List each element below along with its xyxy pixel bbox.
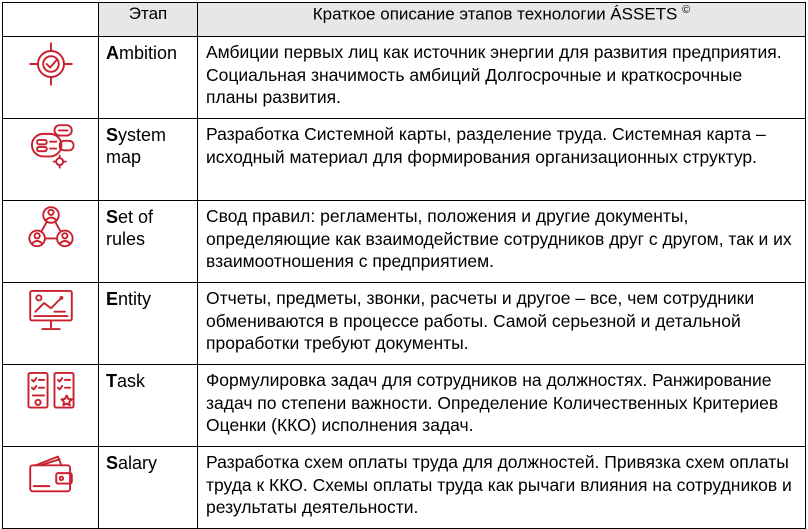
stage-cell	[99, 283, 198, 365]
table-row	[3, 37, 806, 119]
stage-name: ystem map	[106, 125, 167, 167]
table-row	[3, 447, 806, 529]
stage-initial: S	[106, 453, 119, 473]
stage-cell	[99, 119, 198, 201]
stage-cell	[99, 201, 198, 283]
target-check-icon	[25, 77, 77, 94]
icon-cell	[3, 447, 99, 529]
table-row	[3, 119, 806, 201]
speech-bubbles-gear-icon	[25, 159, 77, 176]
stage-name: alary	[118, 453, 158, 473]
stage-cell	[99, 447, 198, 529]
icon-cell	[3, 283, 99, 365]
icon-cell	[3, 37, 99, 119]
table-header-row	[3, 3, 806, 37]
icon-cell	[3, 201, 99, 283]
icon-cell	[3, 365, 99, 447]
description-cell: Отчеты, предметы, звонки, расчеты и другое – все, чем сотрудники обмениваются в процессе работы. Самой серьезной и детальной проработки требуют документы.	[198, 283, 806, 365]
description-cell: Амбиции первых лиц как источник энергии для развития предприятия. Социальная значимость амбиций Долгосрочные и краткосрочные планы развития.	[198, 37, 806, 119]
wallet-icon	[25, 487, 77, 504]
checklists-icon	[25, 405, 77, 422]
stage-name: mbition	[119, 43, 178, 63]
copyright-mark: ©	[682, 4, 691, 16]
stage-name: ask	[117, 371, 146, 391]
stage-initial: S	[106, 207, 119, 227]
table-row	[3, 283, 806, 365]
header-icon-cell	[3, 3, 99, 37]
stage-name: ntity	[118, 289, 152, 309]
stage-initial: T	[106, 371, 117, 391]
stage-cell	[99, 365, 198, 447]
description-cell: Свод правил: регламенты, положения и другие документы, определяющие как взаимодействие сотрудников друг с другом, так и их взаимоотношения с предприятием.	[198, 201, 806, 283]
stage-initial: E	[106, 289, 119, 309]
header-description-text: Краткое описание этапов технологии ÁSSETS	[312, 4, 678, 24]
stage-initial: S	[106, 125, 119, 145]
monitor-chart-icon	[25, 323, 77, 340]
stage-cell	[99, 37, 198, 119]
description-cell: Разработка Системной карты, разделение труда. Системная карта – исходный материал для формирования организационных структур.	[198, 119, 806, 201]
description-cell: Формулировка задач для сотрудников на должностях. Ранжирование задач по степени важности. Определение Количественных Критериев Оценки (ККО) исполнения задач.	[198, 365, 806, 447]
people-network-icon	[25, 241, 77, 258]
stage-initial: A	[106, 43, 119, 63]
icon-cell	[3, 119, 99, 201]
header-description	[198, 3, 806, 37]
table-row	[3, 365, 806, 447]
table-row	[3, 201, 806, 283]
description-cell: Разработка схем оплаты труда для должностей. Привязка схем оплаты труда к ККО. Схемы оплаты труда как рычаги влияния на сотрудников и результаты деятельности.	[198, 447, 806, 529]
header-stage: Этап	[99, 3, 198, 37]
stage-name: et of rules	[106, 207, 154, 249]
assets-stages-table	[2, 2, 806, 529]
